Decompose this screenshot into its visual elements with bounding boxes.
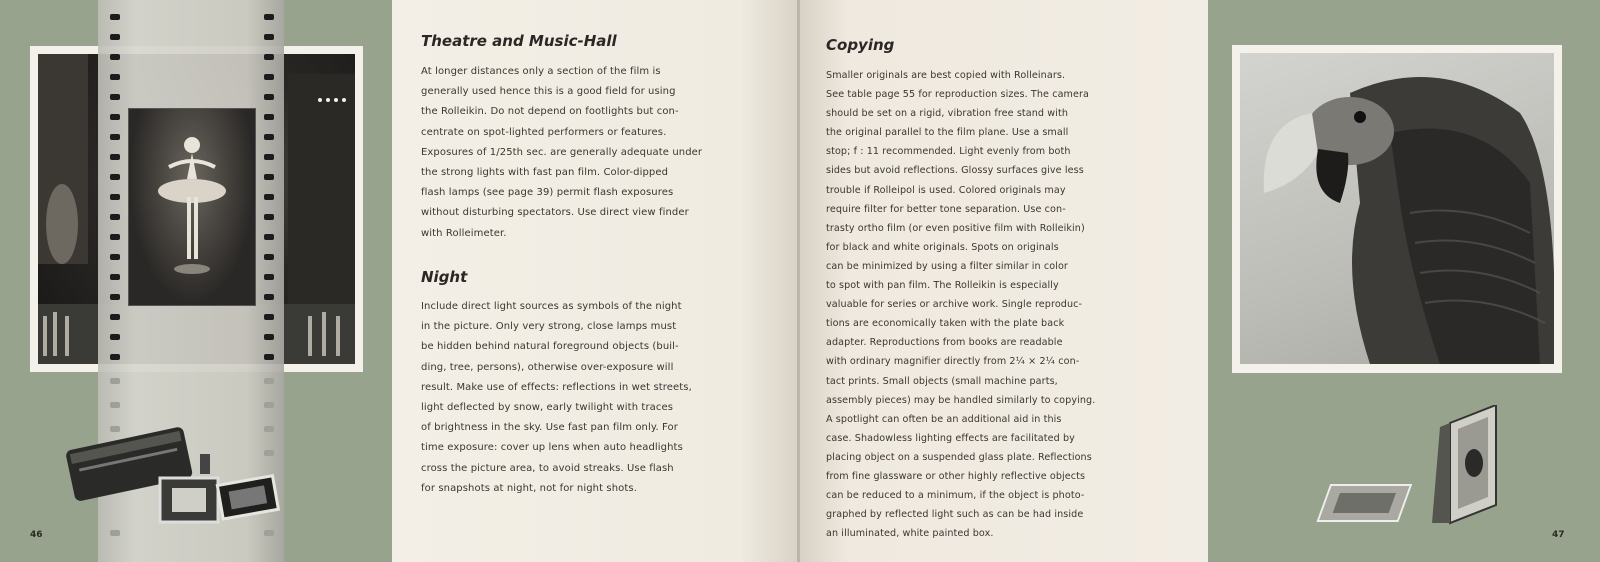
parrot-graphic: [1240, 53, 1554, 364]
text-line: should be set on a rigid, vibration free stand with: [826, 108, 1069, 120]
text-line: trouble if Rolleipol is used. Colored originals may: [826, 184, 1066, 196]
dancer-graphic: [129, 109, 255, 305]
rolleikin-kit-illustration: [60, 418, 300, 528]
text-line: without disturbing spectators. Use direct view finder: [421, 207, 689, 219]
plate-back-adapter-illustration: [1300, 405, 1540, 535]
text-line: case. Shadowless lighting effects are facilitated by: [826, 432, 1075, 444]
paragraph-theatre: [421, 62, 767, 244]
text-line: centrate on spot-lighted performers or features.: [421, 126, 667, 138]
parrot-photo: [1240, 53, 1554, 364]
text-line: stop; f : 11 recommended. Light evenly from both: [826, 146, 1071, 158]
text-line: At longer distances only a section of the film is: [421, 66, 661, 77]
text-line: result. Make use of effects: reflections in wet streets,: [421, 381, 692, 393]
text-line: the strong lights with fast pan film. Color-dipped: [421, 167, 669, 179]
text-line: Smaller originals are best copied with Rolleinars.: [826, 70, 1066, 81]
text-line: assembly pieces) may be handled similarly to copying.: [826, 394, 1096, 406]
text-line: See table page 55 for reproduction sizes. The camera: [826, 89, 1090, 101]
text-line: trasty ortho film (or even positive film with Rolleikin): [826, 222, 1085, 234]
page-number-right: 47: [1552, 530, 1565, 540]
text-line: A spotlight can often be an additional aid in this: [826, 413, 1062, 425]
text-line: for black and white originals. Spots on originals: [826, 241, 1059, 253]
section-heading-copying: Copying: [826, 36, 895, 54]
text-line: for snapshots at night, not for night shots.: [421, 482, 637, 494]
section-heading-night: Night: [421, 268, 468, 286]
text-line: can be minimized by using a filter similar in color: [826, 260, 1068, 272]
text-line: Exposures of 1/25th sec. are generally adequate under: [421, 146, 703, 158]
text-line: an illuminated, white painted box.: [826, 528, 994, 540]
text-line: can be reduced to a minimum, if the object is photo-: [826, 490, 1085, 502]
right-text-page: [800, 0, 1208, 562]
text-line: time exposure: cover up lens when auto headlights: [421, 442, 683, 454]
paragraph-copying: [826, 66, 1181, 543]
text-line: graphed by reflected light such as can be had inside: [826, 509, 1084, 521]
paragraph-night: [421, 297, 767, 499]
left-text-page: [392, 0, 800, 562]
text-line: placing object on a suspended glass plate. Reflections: [826, 451, 1092, 463]
section-heading-theatre: Theatre and Music-Hall: [421, 32, 617, 50]
text-line: tions are economically taken with the plate back: [826, 318, 1065, 330]
text-line: tact prints. Small objects (small machine parts,: [826, 375, 1058, 387]
text-line: with ordinary magnifier directly from 2¼ × 2¼ con-: [826, 356, 1080, 368]
text-line: ding, tree, persons), otherwise over-exposure will: [421, 361, 674, 373]
left-illustration-page: [0, 0, 392, 562]
text-line: valuable for series or archive work. Single reproduc-: [826, 299, 1083, 311]
film-frame-dancer: [128, 108, 256, 306]
text-line: generally used hence this is a good field for using: [421, 86, 676, 98]
text-line: flash lamps (see page 39) permit flash exposures: [421, 187, 674, 199]
text-line: in the picture. Only very strong, close lamps must: [421, 321, 677, 333]
text-line: from fine glassware or other highly reflective objects: [826, 470, 1086, 482]
text-line: be hidden behind natural foreground objects (buil-: [421, 341, 679, 353]
text-line: of brightness in the sky. Use fast pan film only. For: [421, 422, 678, 434]
text-line: the Rolleikin. Do not depend on footlights but con-: [421, 106, 679, 118]
text-line: adapter. Reproductions from books are readable: [826, 337, 1063, 349]
text-line: require filter for better tone separation. Use con-: [826, 203, 1066, 215]
text-line: the original parallel to the film plane. Use a small: [826, 127, 1069, 139]
text-line: sides but avoid reflections. Glossy surfaces give less: [826, 165, 1084, 177]
text-line: Include direct light sources as symbols of the night: [421, 301, 682, 312]
text-line: with Rolleimeter.: [421, 227, 507, 239]
page-number-left: 46: [30, 530, 43, 540]
text-line: cross the picture area, to avoid streaks. Use flash: [421, 462, 674, 474]
text-line: light deflected by snow, early twilight with traces: [421, 402, 674, 414]
text-line: to spot with pan film. The Rolleikin is especially: [826, 280, 1059, 292]
